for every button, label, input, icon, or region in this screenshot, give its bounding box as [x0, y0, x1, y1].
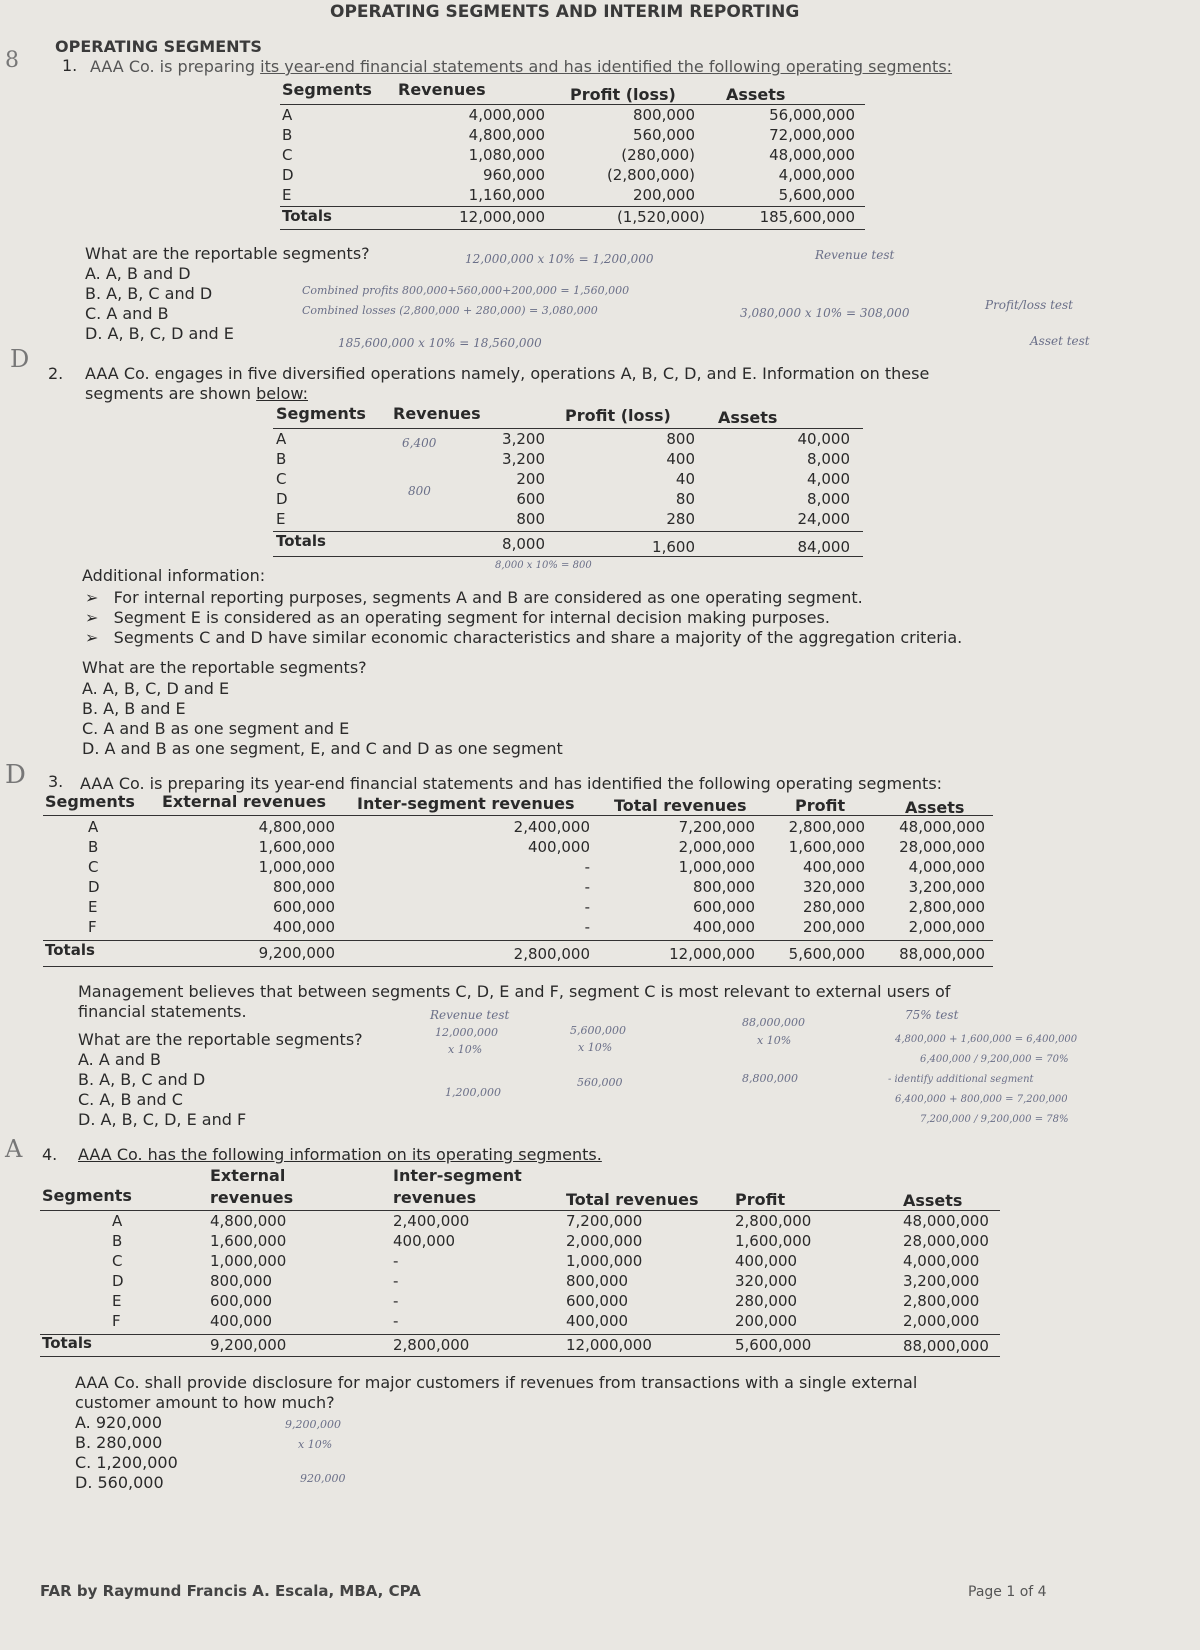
q2-seg-cell: D	[276, 490, 288, 508]
q4-ass-cell: 2,800,000	[903, 1292, 980, 1310]
q3-total-assets: 88,000,000	[899, 945, 985, 963]
q1-hand-pl-calc: 3,080,000 x 10% = 308,000	[740, 306, 910, 320]
q2-pro-cell: 280	[666, 510, 695, 528]
margin-mark-8: 8	[5, 48, 19, 73]
q2-total-revenues: 8,000	[502, 535, 545, 553]
q3-total-inter: 2,800,000	[513, 945, 590, 963]
q3-pro-cell: 2,800,000	[788, 818, 865, 836]
q2-rev-cell: 800	[516, 510, 545, 528]
q2-bullet-1: ➢ For internal reporting purposes, segments A and B are considered as one operating segment.	[85, 588, 863, 607]
q3-question: What are the reportable segments?	[78, 1030, 363, 1049]
q3-option-b: B. A, B, C and D	[78, 1070, 206, 1089]
q4-header-external: revenues	[210, 1188, 294, 1207]
q4-hand-2: x 10%	[298, 1438, 333, 1451]
q3-hand-rev-1: 12,000,000	[435, 1026, 498, 1039]
q4-option-b: B. 280,000	[75, 1433, 163, 1452]
q3-int-cell: -	[584, 898, 590, 916]
q4-seg-cell: B	[112, 1232, 123, 1250]
q2-header-profit: Profit (loss)	[565, 406, 671, 425]
q1-hand-combined-losses: Combined losses (2,800,000 + 280,000) = 3,080,000	[302, 304, 598, 317]
q4-option-d: D. 560,000	[75, 1473, 164, 1492]
q4-ext-cell: 800,000	[210, 1272, 273, 1290]
q2-answer-mark: D	[5, 760, 26, 790]
q3-seg-cell: C	[88, 858, 99, 876]
q3-header-segments: Segments	[45, 792, 135, 811]
q3-hand-75-label: 75% test	[905, 1008, 959, 1022]
q3-header-assets: Assets	[905, 798, 965, 817]
q3-hand-p-2: x 10%	[578, 1041, 613, 1054]
q1-ass-cell: 72,000,000	[769, 126, 855, 144]
footer-page-number: Page 1 of 4	[968, 1584, 1047, 1600]
q3-hand-rev-2: x 10%	[448, 1043, 483, 1056]
q2-header-segments: Segments	[276, 404, 366, 423]
q4-tot-cell: 600,000	[566, 1292, 629, 1310]
q1-option-c: C. A and B	[85, 304, 169, 323]
q3-total-profit: 5,600,000	[788, 945, 865, 963]
q3-segments-col	[88, 817, 118, 937]
q4-header-segments: Segments	[42, 1186, 132, 1205]
q3-tot-cell: 2,000,000	[678, 838, 755, 856]
q3-hand-note-5: 7,200,000 / 9,200,000 = 78%	[920, 1114, 1069, 1125]
q2-seg-cell: B	[276, 450, 287, 468]
q3-options	[78, 1050, 246, 1130]
q4-seg-cell: F	[112, 1312, 121, 1330]
q4-ext-cell: 1,600,000	[210, 1232, 287, 1250]
q2-pro-cell: 80	[675, 490, 695, 508]
q3-hand-note-1: 4,800,000 + 1,600,000 = 6,400,000	[895, 1034, 1078, 1045]
q3-note2: financial statements.	[78, 1002, 247, 1021]
q3-option-a: A. A and B	[78, 1050, 162, 1069]
q1-pro-cell: (280,000)	[621, 146, 695, 164]
q3-header-external: External revenues	[162, 792, 327, 811]
q3-answer-mark: A	[5, 1135, 23, 1163]
q3-ass-cell: 2,800,000	[908, 898, 985, 916]
q4-totals-label: Totals	[42, 1334, 92, 1352]
q4-ass-cell: 2,000,000	[903, 1312, 980, 1330]
q3-seg-cell: A	[88, 818, 99, 836]
q2-rev-cell: 3,200	[502, 430, 545, 448]
q2-intro2: segments are shown below:	[85, 384, 308, 403]
q3-int-cell: 2,400,000	[513, 818, 590, 836]
q1-rev-cell: 4,800,000	[468, 126, 545, 144]
q2-totals-label: Totals	[276, 532, 326, 550]
q4-ext-cell: 400,000	[210, 1312, 273, 1330]
q4-ass-cell: 3,200,000	[903, 1272, 980, 1290]
q2-header-assets: Assets	[718, 408, 778, 427]
q3-seg-cell: B	[88, 838, 99, 856]
q4-header-assets: Assets	[903, 1191, 963, 1210]
q4-external-col	[210, 1211, 340, 1331]
q4-total-inter: 2,800,000	[393, 1336, 470, 1354]
q4-int-cell: 2,400,000	[393, 1212, 470, 1230]
q3-assets-col	[865, 817, 985, 937]
q4-inter-col	[393, 1211, 523, 1331]
q1-ass-cell: 4,000,000	[778, 166, 855, 184]
q4-seg-cell: E	[112, 1292, 122, 1310]
q3-pro-cell: 1,600,000	[788, 838, 865, 856]
q3-ass-cell: 4,000,000	[908, 858, 985, 876]
q3-external-col	[205, 817, 335, 937]
q4-header-inter: revenues	[393, 1188, 477, 1207]
q3-seg-cell: E	[88, 898, 98, 916]
q2-seg-cell: C	[276, 470, 287, 488]
q4-profit-col	[735, 1211, 865, 1331]
q3-hand-p-3: 560,000	[577, 1076, 623, 1089]
q3-profit-col	[755, 817, 865, 937]
q3-header-total: Total revenues	[614, 796, 747, 815]
q1-rev-cell: 4,000,000	[468, 106, 545, 124]
q4-total-col	[566, 1211, 696, 1331]
q4-ass-cell: 28,000,000	[903, 1232, 989, 1250]
q4-total-external: 9,200,000	[210, 1336, 287, 1354]
q2-options	[82, 679, 563, 759]
q1-ass-cell: 5,600,000	[778, 186, 855, 204]
q4-tot-cell: 400,000	[566, 1312, 629, 1330]
q3-ext-cell: 1,600,000	[258, 838, 335, 856]
q4-hand-3: 920,000	[300, 1472, 346, 1485]
q1-pro-cell: 200,000	[632, 186, 695, 204]
q2-rev-cell: 600	[516, 490, 545, 508]
q2-ass-cell: 4,000	[807, 470, 850, 488]
q2-number: 2.	[48, 364, 64, 383]
q3-header-inter: Inter-segment revenues	[357, 794, 575, 813]
q4-hand-1: 9,200,000	[285, 1418, 341, 1431]
q4-ext-cell: 4,800,000	[210, 1212, 287, 1230]
q1-ass-cell: 48,000,000	[769, 146, 855, 164]
q3-pro-cell: 200,000	[802, 918, 865, 936]
q4-header-total: Total revenues	[566, 1190, 699, 1209]
q1-seg-cell: C	[282, 146, 293, 164]
q2-seg-cell: A	[276, 430, 287, 448]
q4-option-c: C. 1,200,000	[75, 1453, 178, 1472]
q1-options	[85, 264, 234, 344]
q2-ass-cell: 40,000	[797, 430, 850, 448]
q3-hand-a-2: x 10%	[757, 1034, 792, 1047]
q4-total-total: 12,000,000	[566, 1336, 652, 1354]
page-header: OPERATING SEGMENTS AND INTERIM REPORTING	[330, 2, 800, 22]
q4-question2: customer amount to how much?	[75, 1393, 335, 1412]
q3-option-c: C. A, B and C	[78, 1090, 183, 1109]
q4-seg-cell: C	[112, 1252, 123, 1270]
q1-revenues-col	[405, 105, 545, 205]
q3-hand-a-3: 8,800,000	[742, 1072, 798, 1085]
q4-seg-cell: D	[112, 1272, 124, 1290]
q2-additional-label: Additional information:	[82, 566, 266, 585]
q4-assets-col	[903, 1211, 1033, 1331]
q3-pro-cell: 400,000	[802, 858, 865, 876]
q4-pro-cell: 320,000	[735, 1272, 798, 1290]
q2-total-assets: 84,000	[797, 538, 850, 556]
q2-hand-800: 800	[408, 484, 431, 498]
section-title: OPERATING SEGMENTS	[55, 37, 262, 56]
q1-hand-revenue-label: Revenue test	[815, 248, 895, 262]
q1-seg-cell: E	[282, 186, 292, 204]
q3-note: Management believes that between segments C, D, E and F, segment C is most relevant to external users of	[78, 982, 951, 1001]
q1-total-assets: 185,600,000	[759, 208, 855, 226]
q3-number: 3.	[48, 772, 64, 791]
q4-header-profit: Profit	[735, 1190, 786, 1209]
q1-seg-cell: A	[282, 106, 293, 124]
q3-hand-rev-3: 1,200,000	[445, 1086, 501, 1099]
q4-ext-cell: 600,000	[210, 1292, 273, 1310]
q4-header-external-top: External	[210, 1166, 286, 1185]
q1-segments-col	[282, 105, 312, 205]
q3-tot-cell: 600,000	[692, 898, 755, 916]
q3-ass-cell: 3,200,000	[908, 878, 985, 896]
q1-header-revenues: Revenues	[398, 80, 486, 99]
q4-pro-cell: 400,000	[735, 1252, 798, 1270]
q3-inter-col	[450, 817, 590, 937]
q2-rev-cell: 3,200	[502, 450, 545, 468]
q4-options	[75, 1413, 178, 1493]
q2-bullet-2: ➢ Segment E is considered as an operating segment for internal decision making purposes.	[85, 608, 830, 627]
q4-ass-cell: 4,000,000	[903, 1252, 980, 1270]
q3-total-col	[630, 817, 755, 937]
q2-pro-cell: 40	[675, 470, 695, 488]
q4-tot-cell: 800,000	[566, 1272, 629, 1290]
q3-total-total: 12,000,000	[669, 945, 755, 963]
q1-header-profit: Profit (loss)	[570, 85, 676, 104]
q1-profit-col	[560, 105, 695, 205]
q4-question: AAA Co. shall provide disclosure for major customers if revenues from transactions with a single external	[75, 1373, 918, 1392]
q1-total-revenues: 12,000,000	[459, 208, 545, 226]
q3-seg-cell: D	[88, 878, 100, 896]
q4-ext-cell: 1,000,000	[210, 1252, 287, 1270]
q3-option-d: D. A, B, C, D, E and F	[78, 1110, 247, 1129]
q2-hand-total: 8,000 x 10% = 800	[495, 560, 592, 571]
q2-profit-col	[605, 429, 695, 529]
q4-int-cell: 400,000	[393, 1232, 456, 1250]
q4-int-cell: -	[393, 1312, 399, 1330]
q1-intro: AAA Co. is preparing its year-end financial statements and has identified the following operating segments:	[90, 57, 953, 76]
q4-tot-cell: 2,000,000	[566, 1232, 643, 1250]
q3-total-external: 9,200,000	[258, 944, 335, 962]
q1-rev-cell: 1,160,000	[468, 186, 545, 204]
q3-hand-p-1: 5,600,000	[570, 1024, 626, 1037]
q3-tot-cell: 7,200,000	[678, 818, 755, 836]
q3-hand-note-4: 6,400,000 + 800,000 = 7,200,000	[895, 1094, 1068, 1105]
q4-total-profit: 5,600,000	[735, 1336, 812, 1354]
q3-int-cell: -	[584, 858, 590, 876]
q4-intro: AAA Co. has the following information on its operating segments.	[78, 1145, 602, 1164]
q4-pro-cell: 200,000	[735, 1312, 798, 1330]
q3-ext-cell: 400,000	[272, 918, 335, 936]
q2-ass-cell: 8,000	[807, 490, 850, 508]
q2-hand-6400: 6,400	[402, 436, 437, 450]
q1-seg-cell: B	[282, 126, 293, 144]
q2-segments-col	[276, 429, 306, 529]
q1-header-segments: Segments	[282, 80, 372, 99]
q2-revenues-col	[465, 429, 545, 529]
q1-hand-combined-profits: Combined profits 800,000+560,000+200,000 = 1,560,000	[302, 284, 630, 297]
q1-assets-col	[715, 105, 855, 205]
q3-totals-label: Totals	[45, 941, 95, 959]
q4-tot-cell: 1,000,000	[566, 1252, 643, 1270]
q3-pro-cell: 280,000	[802, 898, 865, 916]
q4-tot-cell: 7,200,000	[566, 1212, 643, 1230]
q1-rev-cell: 1,080,000	[468, 146, 545, 164]
q2-intro: AAA Co. engages in five diversified operations namely, operations A, B, C, D, and E. Information on these	[85, 364, 930, 383]
q4-int-cell: -	[393, 1272, 399, 1290]
q3-ass-cell: 28,000,000	[899, 838, 985, 856]
q3-ext-cell: 1,000,000	[258, 858, 335, 876]
q1-number: 1.	[62, 56, 78, 75]
q4-total-assets: 88,000,000	[903, 1337, 989, 1355]
q1-option-b: B. A, B, C and D	[85, 284, 213, 303]
q2-bullet-3: ➢ Segments C and D have similar economic characteristics and share a majority of the aggregation criteria.	[85, 628, 963, 647]
q1-pro-cell: (2,800,000)	[606, 166, 695, 184]
q3-hand-a-1: 88,000,000	[742, 1016, 805, 1029]
q4-pro-cell: 280,000	[735, 1292, 798, 1310]
q2-assets-col	[760, 429, 850, 529]
q1-seg-cell: D	[282, 166, 294, 184]
q3-hand-note-2: 6,400,000 / 9,200,000 = 70%	[920, 1054, 1069, 1065]
q4-seg-cell: A	[112, 1212, 123, 1230]
q4-option-a: A. 920,000	[75, 1413, 162, 1432]
q4-number: 4.	[42, 1145, 58, 1164]
q2-option-d: D. A and B as one segment, E, and C and D as one segment	[82, 739, 563, 758]
q4-ass-cell: 48,000,000	[903, 1212, 989, 1230]
q1-totals-label: Totals	[282, 207, 332, 225]
q1-hand-asset-calc: 185,600,000 x 10% = 18,560,000	[338, 336, 542, 350]
q2-option-b: B. A, B and E	[82, 699, 186, 718]
q1-ass-cell: 56,000,000	[769, 106, 855, 124]
q3-pro-cell: 320,000	[802, 878, 865, 896]
q2-pro-cell: 800	[666, 430, 695, 448]
q2-ass-cell: 8,000	[807, 450, 850, 468]
q2-option-c: C. A and B as one segment and E	[82, 719, 350, 738]
q3-ext-cell: 4,800,000	[258, 818, 335, 836]
q1-hand-pl-label: Profit/loss test	[985, 298, 1074, 312]
q3-hand-note-3: - identify additional segment	[888, 1074, 1034, 1085]
q2-question: What are the reportable segments?	[82, 658, 367, 677]
q4-int-cell: -	[393, 1292, 399, 1310]
q1-header-assets: Assets	[726, 85, 786, 104]
q3-int-cell: -	[584, 878, 590, 896]
q1-option-a: A. A, B and D	[85, 264, 191, 283]
q3-int-cell: -	[584, 918, 590, 936]
q1-hand-revenue-calc: 12,000,000 x 10% = 1,200,000	[465, 252, 654, 266]
q1-pro-cell: 560,000	[632, 126, 695, 144]
q1-rev-cell: 960,000	[482, 166, 545, 184]
q3-ass-cell: 48,000,000	[899, 818, 985, 836]
q2-option-a: A. A, B, C, D and E	[82, 679, 230, 698]
q4-header-inter-top: Inter-segment	[393, 1166, 522, 1185]
q1-total-profit: (1,520,000)	[616, 208, 705, 226]
q3-seg-cell: F	[88, 918, 97, 936]
q3-ass-cell: 2,000,000	[908, 918, 985, 936]
q3-int-cell: 400,000	[527, 838, 590, 856]
q3-header-profit: Profit	[795, 796, 846, 815]
q1-hand-asset-label: Asset test	[1030, 334, 1090, 348]
q2-header-revenues: Revenues	[393, 404, 481, 423]
q4-pro-cell: 1,600,000	[735, 1232, 812, 1250]
q4-segments-col	[112, 1211, 142, 1331]
q2-pro-cell: 400	[666, 450, 695, 468]
q3-hand-rev-label: Revenue test	[430, 1008, 510, 1022]
q2-seg-cell: E	[276, 510, 286, 528]
q2-ass-cell: 24,000	[797, 510, 850, 528]
q1-pro-cell: 800,000	[632, 106, 695, 124]
q3-tot-cell: 400,000	[692, 918, 755, 936]
q1-question: What are the reportable segments?	[85, 244, 370, 263]
q3-tot-cell: 1,000,000	[678, 858, 755, 876]
q3-intro: AAA Co. is preparing its year-end financial statements and has identified the following operating segments:	[80, 774, 943, 793]
q3-ext-cell: 800,000	[272, 878, 335, 896]
q1-option-d: D. A, B, C, D and E	[85, 324, 234, 343]
q4-int-cell: -	[393, 1252, 399, 1270]
q3-tot-cell: 800,000	[692, 878, 755, 896]
q2-rev-cell: 200	[516, 470, 545, 488]
footer-author: FAR by Raymund Francis A. Escala, MBA, CPA	[40, 1582, 421, 1600]
q1-answer-mark: D	[10, 345, 30, 373]
q4-pro-cell: 2,800,000	[735, 1212, 812, 1230]
q2-total-profit: 1,600	[652, 538, 695, 556]
q3-ext-cell: 600,000	[272, 898, 335, 916]
